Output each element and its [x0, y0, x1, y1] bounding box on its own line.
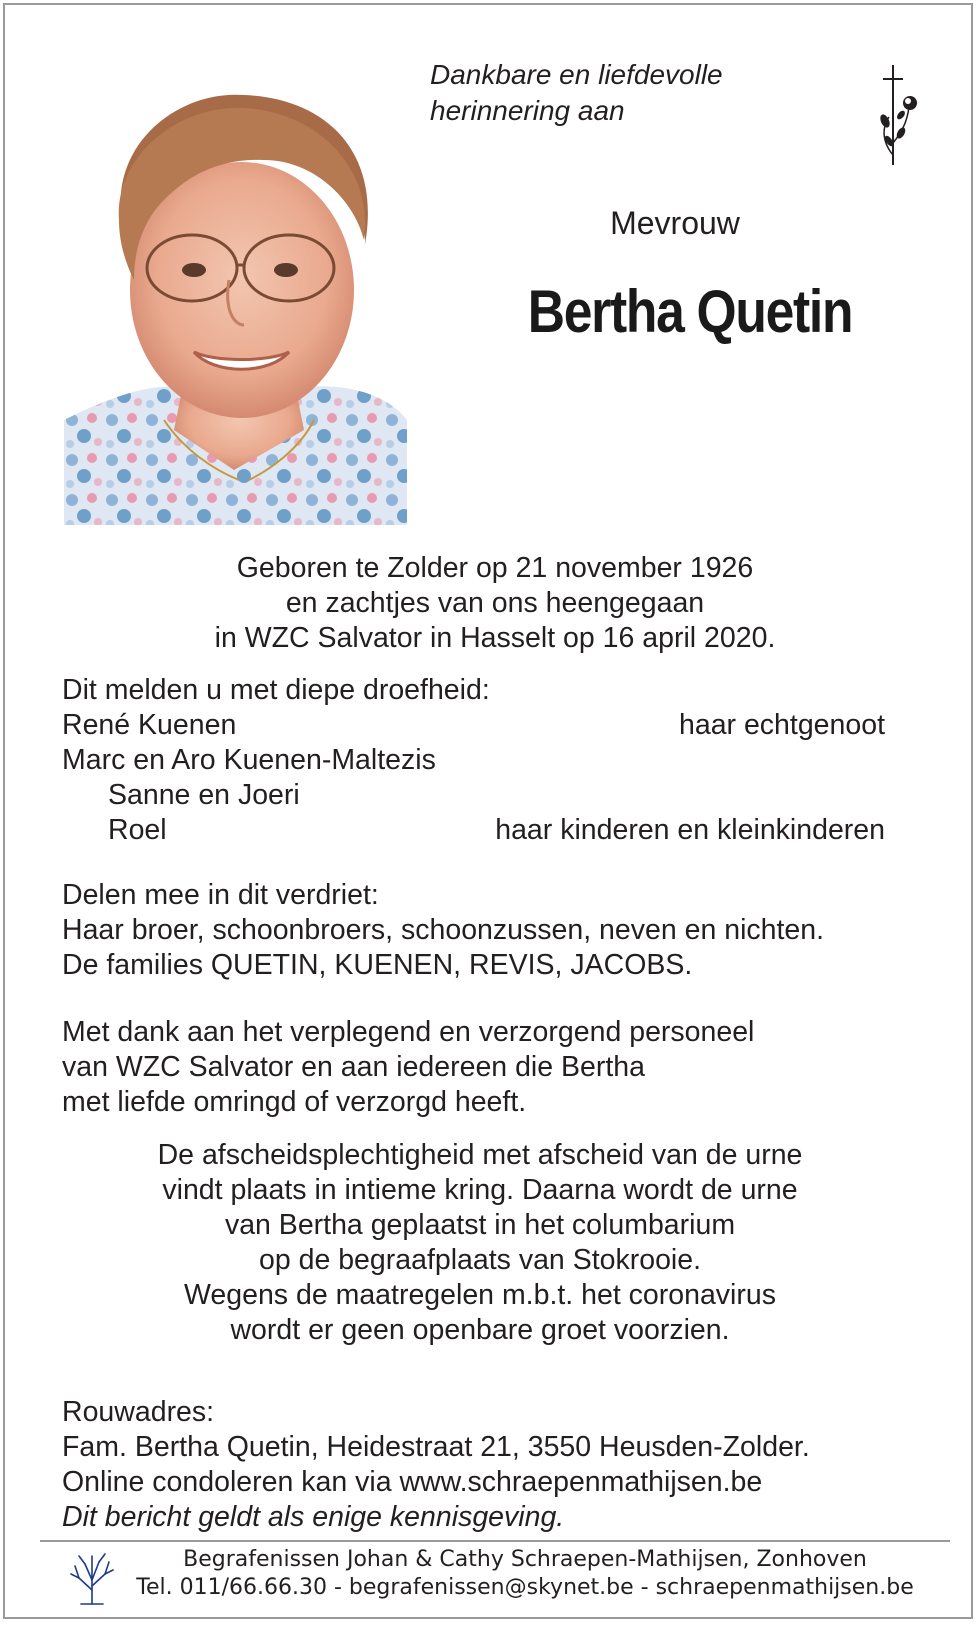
- thanks-line: met liefde omringd of verzorgd heeft.: [62, 1086, 527, 1118]
- address-line: Fam. Bertha Quetin, Heidestraat 21, 3550 Heusden-Zolder.: [62, 1431, 810, 1463]
- sharing-block: [62, 878, 824, 983]
- sharing-line: Delen mee in dit verdriet:: [62, 879, 379, 911]
- birth-details: [105, 551, 885, 656]
- sharing-line: De families QUETIN, KUENEN, REVIS, JACOBS.: [62, 949, 693, 981]
- address-label: Rouwadres:: [62, 1396, 215, 1428]
- mourners-intro: Dit melden u met diepe droefheid:: [62, 674, 490, 706]
- address-block: [62, 1395, 810, 1535]
- online-condolence-link[interactable]: Online condoleren kan via www.schraepenmathijsen.be: [62, 1466, 763, 1498]
- ceremony-line: wordt er geen openbare groet voorzien.: [230, 1314, 730, 1346]
- footer-contact[interactable]: Tel. 011/66.66.30 - begrafenissen@skynet.be - schraepenmathijsen.be: [136, 1575, 914, 1600]
- mourner-relation: haar kinderen en kleinkinderen: [495, 814, 885, 846]
- obituary-card: [3, 3, 973, 1619]
- ceremony-line: vindt plaats in intieme kring. Daarna wordt de urne: [162, 1174, 798, 1206]
- birth-line: Geboren te Zolder op 21 november 1926: [236, 552, 754, 584]
- mourner-relation: haar echtgenoot: [679, 709, 885, 741]
- ceremony-line: De afscheidsplechtigheid met afscheid van de urne: [157, 1139, 803, 1171]
- tree-logo-icon: [67, 1550, 117, 1606]
- birth-line: en zachtjes van ons heengegaan: [285, 587, 705, 619]
- salutation: Mevrouw: [610, 205, 740, 241]
- deceased-name: Bertha Quetin: [527, 278, 853, 345]
- intro-line-1: Dankbare en liefdevolle: [430, 59, 723, 90]
- intro-text: [430, 57, 723, 129]
- birth-line: in WZC Salvator in Hasselt op 16 april 2020.: [214, 622, 776, 654]
- thanks-block: [62, 1015, 754, 1120]
- ceremony-block: [75, 1138, 885, 1348]
- notice-line: Dit bericht geldt als enige kennisgeving.: [62, 1501, 565, 1533]
- intro-line-2: herinnering aan: [430, 95, 625, 126]
- ceremony-line: Wegens de maatregelen m.b.t. het coronavirus: [184, 1279, 776, 1311]
- footer-divider: [40, 1540, 950, 1542]
- ceremony-line: van Bertha geplaatst in het columbarium: [224, 1209, 736, 1241]
- ceremony-line: op de begraafplaats van Stokrooie.: [258, 1244, 702, 1276]
- mourner-name: Roel: [108, 814, 167, 846]
- mourner-name: Marc en Aro Kuenen-Maltezis: [62, 744, 436, 776]
- thanks-line: Met dank aan het verplegend en verzorgend personeel: [62, 1016, 755, 1048]
- sharing-line: Haar broer, schoonbroers, schoonzussen, neven en nichten.: [62, 914, 825, 946]
- footer-company: Begrafenissen Johan & Cathy Schraepen-Mathijsen, Zonhoven: [183, 1547, 867, 1572]
- thanks-line: van WZC Salvator en aan iedereen die Bertha: [62, 1051, 645, 1083]
- mourner-name: Sanne en Joeri: [108, 779, 300, 811]
- mourner-name: René Kuenen: [62, 709, 237, 741]
- cross-icon: [877, 63, 923, 167]
- portrait-photo: [64, 90, 407, 525]
